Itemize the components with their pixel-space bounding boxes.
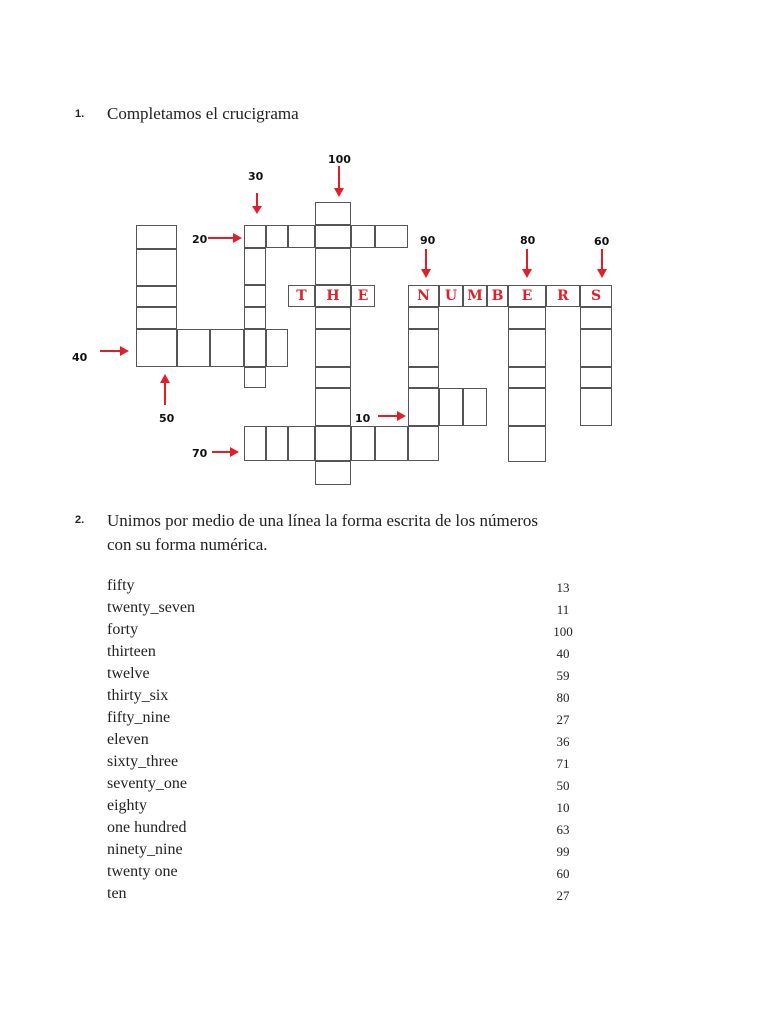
number-item[interactable]: 50 (556, 778, 570, 793)
number-item[interactable]: 59 (556, 668, 570, 683)
number-item[interactable]: 27 (556, 712, 570, 727)
number-item[interactable]: 100 (553, 624, 573, 639)
arrow-down-icon (522, 269, 532, 278)
number-item[interactable]: 40 (556, 646, 570, 661)
highlight-letter-cell: E (508, 285, 546, 307)
word-item[interactable]: thirty_six (107, 687, 169, 704)
highlight-letter-cell: E (351, 285, 375, 307)
arrow-right-icon (397, 411, 406, 421)
highlight-letter-cell: M (463, 285, 487, 307)
word-item[interactable]: eighty (107, 797, 147, 814)
question-1-text: Completamos el crucigrama (107, 104, 299, 123)
clue-label-40: 40 (72, 351, 88, 364)
clue-label-70: 70 (192, 447, 208, 460)
clue-label-20: 20 (192, 233, 208, 246)
arrow-right-icon (233, 233, 242, 243)
word-item[interactable]: eleven (107, 731, 149, 748)
word-item[interactable]: fifty (107, 577, 135, 594)
arrow-down-icon (421, 269, 431, 278)
word-item[interactable]: twenty one (107, 863, 178, 880)
arrow-down-icon (597, 269, 607, 278)
number-item[interactable]: 99 (556, 844, 570, 859)
arrow-right-icon (120, 346, 129, 356)
arrow-down-icon (334, 188, 344, 197)
number-item[interactable]: 27 (556, 888, 570, 903)
number-item[interactable]: 71 (556, 756, 570, 771)
word-item[interactable]: sixty_three (107, 753, 179, 770)
number-item[interactable]: 10 (556, 800, 570, 815)
clue-label-50: 50 (159, 412, 175, 425)
highlight-letter-cell: N (408, 285, 439, 307)
question-1-number: 1. (75, 108, 85, 120)
word-item[interactable]: one hundred (107, 819, 187, 836)
arrow-down-icon (252, 206, 262, 214)
word-item[interactable]: ten (107, 885, 127, 902)
word-item[interactable]: fifty_nine (107, 709, 171, 726)
clue-label-80: 80 (520, 234, 536, 247)
word-item[interactable]: twelve (107, 665, 150, 682)
clue-label-60: 60 (594, 235, 610, 248)
highlight-letter-cell: H (315, 285, 351, 307)
highlight-letter-cell: S (580, 285, 612, 307)
number-item[interactable]: 80 (556, 690, 570, 705)
highlight-letter-cell: T (288, 285, 315, 307)
word-item[interactable]: forty (107, 621, 139, 638)
number-item[interactable]: 11 (556, 602, 570, 617)
question-2-line-1: Unimos por medio de una línea la forma escrita de los números (107, 511, 539, 530)
clue-label-10: 10 (355, 412, 371, 425)
highlight-letter-cell: B (487, 285, 508, 307)
word-item[interactable]: seventy_one (107, 775, 187, 792)
number-item[interactable]: 13 (556, 580, 570, 595)
highlight-letter-cell: U (439, 285, 463, 307)
clue-label-30: 30 (248, 170, 264, 183)
clue-label-100: 100 (328, 153, 351, 166)
question-2-number: 2. (75, 514, 85, 526)
word-item[interactable]: ninety_nine (107, 841, 183, 858)
arrow-right-icon (230, 447, 239, 457)
number-list (547, 577, 579, 907)
number-item[interactable]: 63 (556, 822, 570, 837)
clue-label-90: 90 (420, 234, 436, 247)
word-list (107, 575, 195, 905)
highlight-letter-cell: R (546, 285, 580, 307)
number-item[interactable]: 60 (556, 866, 570, 881)
word-item[interactable]: thirteen (107, 643, 156, 660)
number-item[interactable]: 36 (556, 734, 570, 749)
word-item[interactable]: twenty_seven (107, 599, 195, 616)
question-2-line-2: con su forma numérica. (107, 535, 268, 554)
arrow-up-icon (160, 374, 170, 383)
